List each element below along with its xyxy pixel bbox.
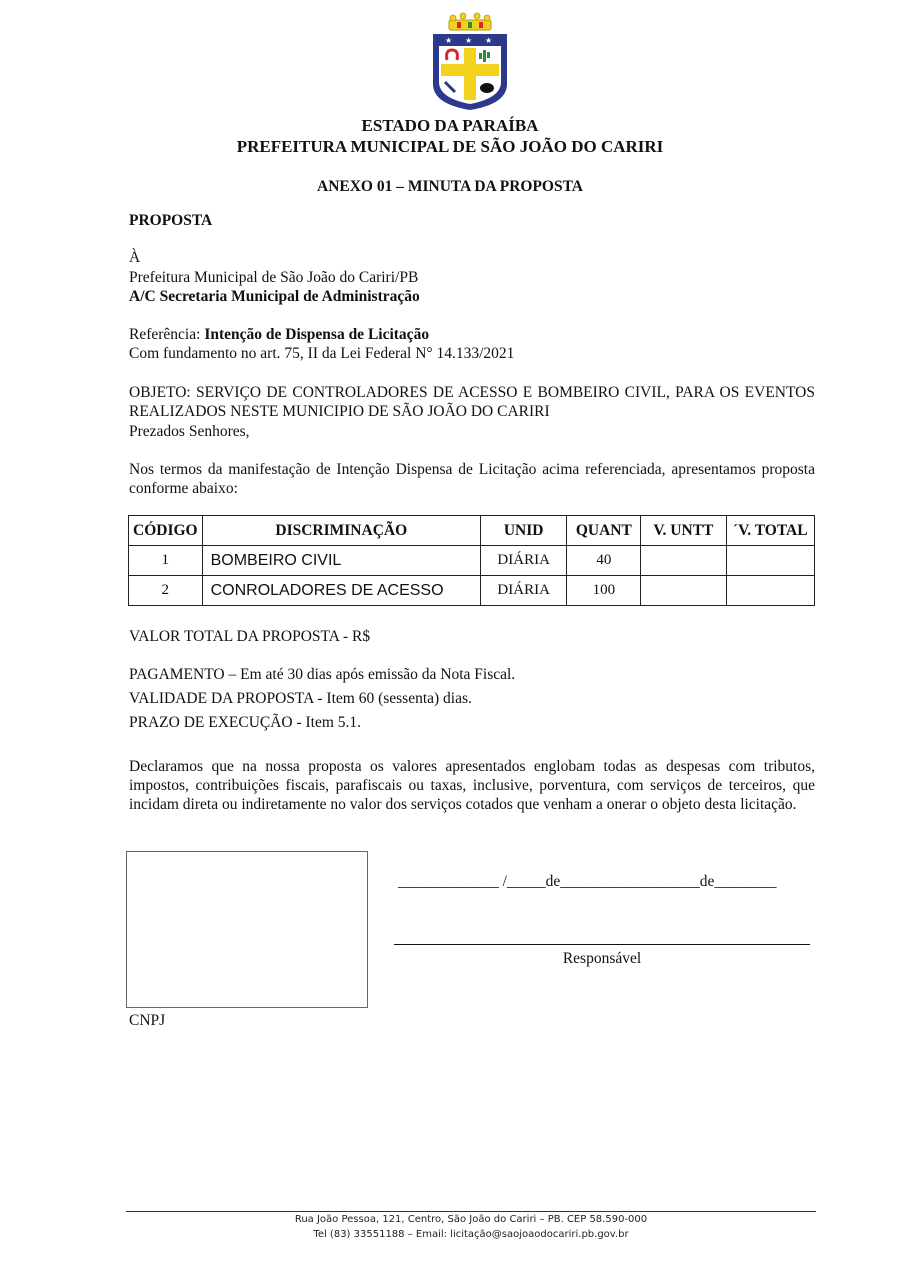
- cell-description: CONROLADORES DE ACESSO: [202, 576, 480, 606]
- signature-label: Responsável: [562, 950, 642, 967]
- cell-description: BOMBEIRO CIVIL: [202, 546, 480, 576]
- cell-code: 1: [129, 546, 203, 576]
- payment-terms: PAGAMENTO – Em até 30 dias após emissão da Nota Fiscal.: [129, 666, 516, 683]
- reference-label: Referência:: [129, 326, 205, 343]
- cell-unit-value: [641, 546, 726, 576]
- cnpj-stamp-box: [126, 851, 368, 1008]
- signature-line: [394, 944, 810, 945]
- crown-icon: [449, 13, 491, 30]
- recipient-attention: A/C Secretaria Municipal de Administração: [129, 288, 420, 305]
- col-header-total-value: ´V. TOTAL: [726, 516, 814, 546]
- col-header-unit: UNID: [480, 516, 566, 546]
- items-table: [128, 515, 815, 606]
- footer-contact: Tel (83) 33551188 – Email: licitação@saojoaodocariri.pb.gov.br: [313, 1229, 629, 1240]
- state-heading: ESTADO DA PARAÍBA: [361, 116, 539, 135]
- municipal-coat-of-arms: [427, 12, 513, 112]
- execution-deadline: PRAZO DE EXECUÇÃO - Item 5.1.: [129, 714, 362, 731]
- footer-address: Rua João Pessoa, 121, Centro, São João do Cariri – PB. CEP 58.590-000: [294, 1214, 648, 1225]
- svg-text:★: ★: [465, 36, 473, 45]
- table-header-row: [129, 516, 815, 546]
- svg-text:★: ★: [445, 36, 453, 45]
- cell-quantity: 100: [567, 576, 641, 606]
- col-header-unit-value: V. UNTT: [641, 516, 726, 546]
- proposal-label: PROPOSTA: [129, 212, 213, 229]
- cell-unit: DIÁRIA: [480, 576, 566, 606]
- cell-total-value: [726, 546, 814, 576]
- object-text: OBJETO: SERVIÇO DE CONTROLADORES DE ACESSO E BOMBEIRO CIVIL, PARA OS EVENTOS REALIZADOS NESTE MUNICIPIO DE SÃO JOÃO DO CARIRI: [129, 384, 815, 420]
- col-header-quantity: QUANT: [567, 516, 641, 546]
- reference-value: Intenção de Dispensa de Licitação: [204, 326, 430, 343]
- cnpj-label: CNPJ: [129, 1012, 166, 1029]
- shield-icon: [433, 34, 507, 110]
- table-row: [129, 576, 815, 606]
- table-row: [129, 546, 815, 576]
- recipient-to: À: [129, 249, 141, 266]
- declaration-paragraph: Declaramos que na nossa proposta os valores apresentados englobam todas as despesas com tributos, impostos, contribuições fiscais, parafiscais ou taxas, inclusive, porventura, com serviços de terceiros, que incidam direta ou indiretamente no valor dos serviços cotados que venham a onerar o objeto desta licitação.: [129, 758, 815, 813]
- proposal-validity: VALIDADE DA PROPOSTA - Item 60 (sessenta) dias.: [129, 690, 472, 707]
- date-fill-line: _____________ /_____de__________________de________: [398, 873, 777, 890]
- cell-unit-value: [641, 576, 726, 606]
- footer-divider: [126, 1211, 816, 1212]
- prefeitura-heading: PREFEITURA MUNICIPAL DE SÃO JOÃO DO CARIRI: [236, 137, 664, 156]
- svg-text:★: ★: [485, 36, 493, 45]
- cell-code: 2: [129, 576, 203, 606]
- cell-total-value: [726, 576, 814, 606]
- intro-paragraph: Nos termos da manifestação de Intenção Dispensa de Licitação acima referenciada, apresentamos proposta conforme abaixo:: [129, 461, 815, 497]
- annex-title: ANEXO 01 – MINUTA DA PROPOSTA: [317, 178, 583, 195]
- col-header-code: CÓDIGO: [129, 516, 203, 546]
- greeting: Prezados Senhores,: [129, 423, 250, 440]
- total-value-line: VALOR TOTAL DA PROPOSTA - R$: [129, 628, 371, 645]
- reference-line: [129, 325, 429, 344]
- cell-quantity: 40: [567, 546, 641, 576]
- cell-unit: DIÁRIA: [480, 546, 566, 576]
- legal-basis: Com fundamento no art. 75, II da Lei Federal N° 14.133/2021: [129, 345, 515, 362]
- col-header-description: DISCRIMINAÇÃO: [202, 516, 480, 546]
- recipient-name: Prefeitura Municipal de São João do Cariri/PB: [129, 269, 419, 286]
